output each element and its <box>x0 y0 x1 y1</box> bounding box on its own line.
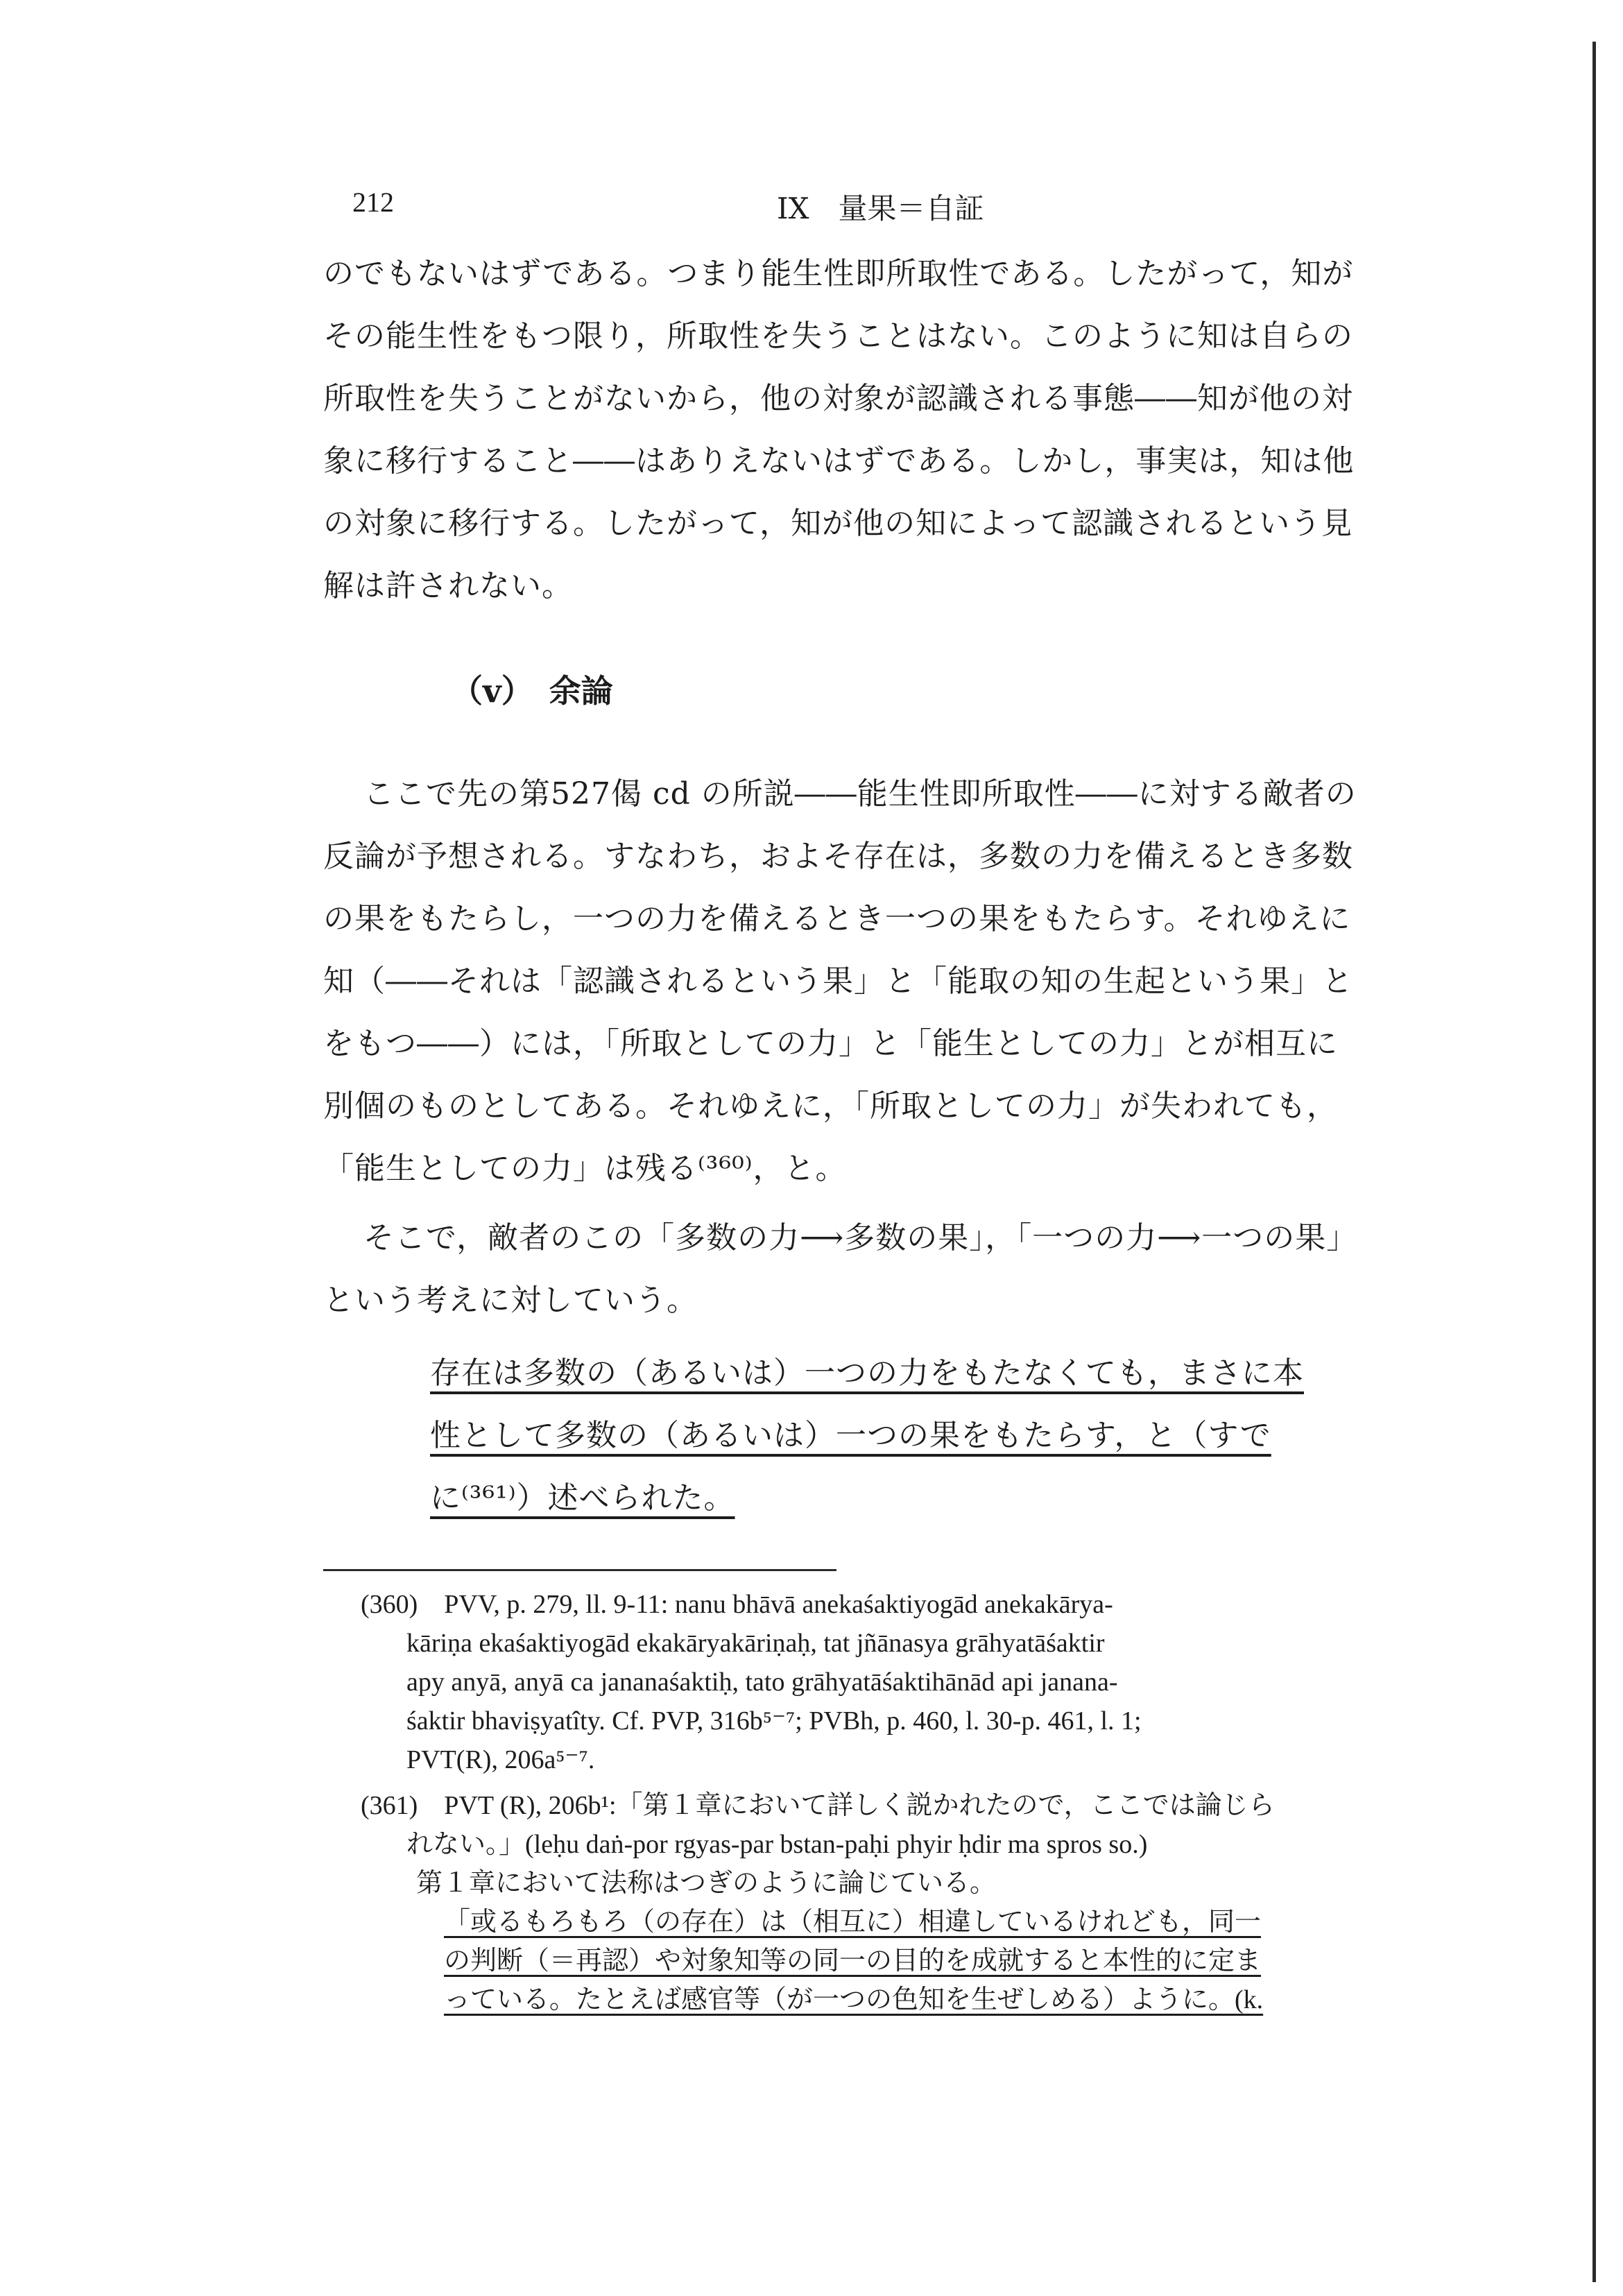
page-header <box>0 186 1623 228</box>
running-title: IX 量果＝自証 <box>777 191 984 225</box>
footnote-line: れない。」(leḥu daṅ-por rgyas-par bstan-paḥi phyir ḥdir ma spros so.) <box>406 1830 1148 1859</box>
verse-line: 性として多数の（あるいは）一つの果をもたらす，と（すで <box>430 1418 1271 1453</box>
text-line: をもつ――）には，「所取としての力」と「能生としての力」とが相互に <box>323 1026 1338 1061</box>
text-line: そこで，敵者のこの「多数の力⟶多数の果」，「一つの力⟶一つの果」 <box>363 1220 1358 1256</box>
footnote-quote-line: の判断（＝再認）や対象知等の同一の目的を成就すると本性的に定ま <box>444 1946 1262 1976</box>
footnote-360 <box>361 1585 1457 1779</box>
verse-line: に⁽³⁶¹⁾）述べられた。 <box>430 1480 735 1516</box>
footnote-line: kāriṇa ekaśaktiyogād ekakāryakāriṇaḥ, tat jñānasya grāhyatāśaktir <box>406 1629 1105 1658</box>
text-line: 「能生としての力」は残る⁽³⁶⁰⁾，と。 <box>323 1151 847 1186</box>
text-line: 知（――それは「認識されるという果」と「能取の知の生起という果」と <box>323 963 1353 999</box>
footnote-line: śaktir bhaviṣyatîty. Cf. PVP, 316b⁵⁻⁷; PVBh, p. 460, l. 30-p. 461, l. 1; <box>406 1706 1142 1736</box>
footnote-line: 第１章において法称はつぎのように論じている。 <box>416 1869 997 1898</box>
verse-quote <box>430 1342 1401 1530</box>
paragraph-2 <box>323 763 1454 1200</box>
paragraph-3 <box>323 1207 1454 1332</box>
text-line: その能生性をもつ限り，所取性を失うことはない。このように知は自らの <box>323 318 1353 354</box>
text-line: という考えに対していう。 <box>323 1283 698 1318</box>
footnote-line: (360) PVV, p. 279, ll. 9-11: nanu bhāvā anekaśaktiyogād anekakārya- <box>361 1590 1113 1619</box>
footnote-line: (361) PVT (R), 206b¹:「第１章において詳しく説かれたので，ここでは論じら <box>361 1791 1275 1820</box>
footnotes <box>361 1585 1457 2019</box>
footnote-line: apy anyā, anyā ca jananaśaktiḥ, tato grāhyatāśaktihānād api janana- <box>406 1668 1118 1697</box>
text-line: 反論が予想される。すなわち，およそ存在は，多数の力を備えるとき多数 <box>323 839 1353 874</box>
footnote-361 <box>361 1786 1457 2019</box>
footnote-quote-line: 「或るもろもろ（の存在）は（相互に）相違しているけれども，同一 <box>444 1908 1262 1937</box>
page-number: 212 <box>352 187 394 218</box>
text-line: 解は許されない。 <box>323 568 573 603</box>
text-line: ここで先の第527偈 cd の所説――能生性即所取性――に対する敵者の <box>363 776 1357 812</box>
text-line: のでもないはずである。つまり能生性即所取性である。したがって，知が <box>323 256 1354 291</box>
page-edge-line <box>1592 42 1596 2282</box>
footnote-divider <box>323 1569 836 1571</box>
text-line: の果をもたらし，一つの力を備えるとき一つの果をもたらす。それゆえに <box>323 901 1351 936</box>
paragraph-1 <box>323 243 1454 617</box>
text-line: 象に移行すること――はありえないはずである。しかし，事実は，知は他 <box>323 443 1355 479</box>
section-heading: （v） 余論 <box>451 672 613 710</box>
footnote-line: PVT(R), 206a⁵⁻⁷. <box>406 1745 595 1774</box>
footnote-quote-line: っている。たとえば感官等（が一つの色知を生ぜしめる）ように。(k. <box>444 1985 1264 2014</box>
verse-line: 存在は多数の（あるいは）一つの力をもたなくても，まさに本 <box>430 1355 1304 1391</box>
text-line: 所取性を失うことがないから，他の対象が認識される事態――知が他の対 <box>323 381 1353 416</box>
text-line: の対象に移行する。したがって，知が他の知によって認識されるという見 <box>323 506 1353 541</box>
text-line: 別個のものとしてある。それゆえに，「所取としての力」が失われても， <box>323 1088 1338 1124</box>
